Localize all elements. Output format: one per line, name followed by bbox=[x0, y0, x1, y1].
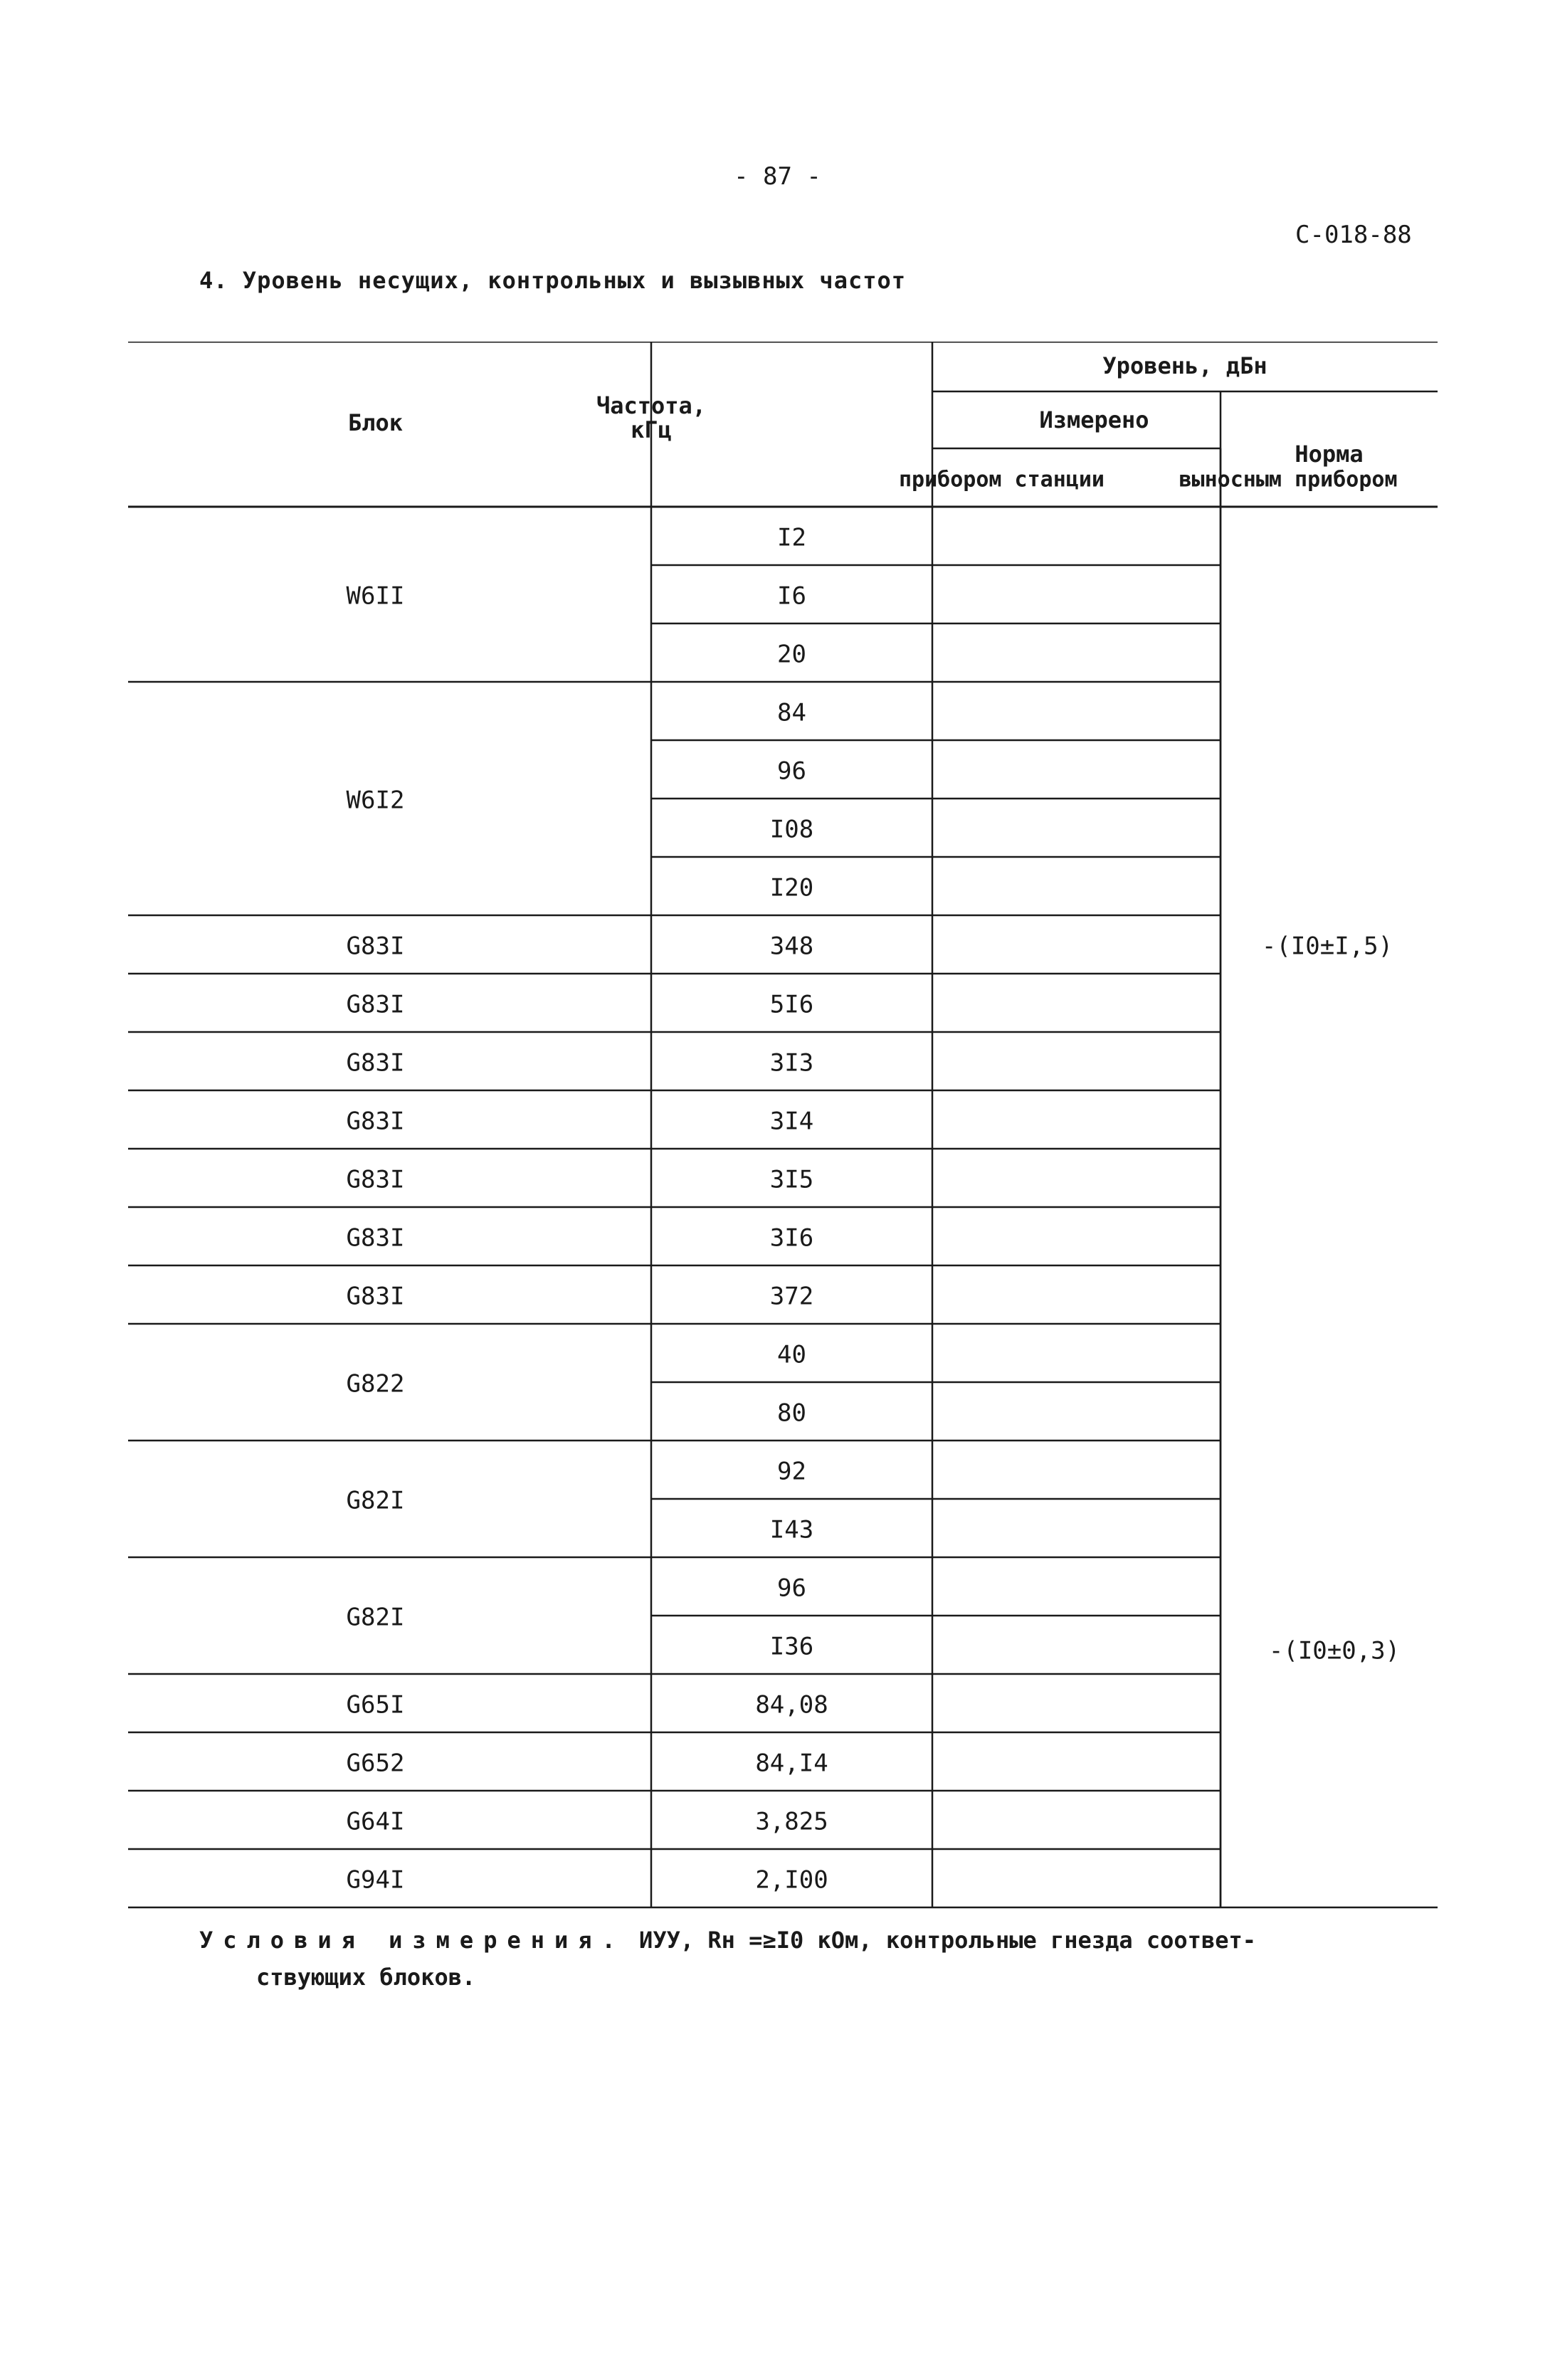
frequency-cell: 80 bbox=[777, 1399, 806, 1428]
header-frequency: Частота, bbox=[596, 392, 707, 419]
conditions-text: ИУУ, Rн =≥I0 кОм, контрольные гнезда соответ- bbox=[639, 1927, 1256, 1954]
block-name-cell: G83I bbox=[346, 990, 405, 1019]
block-name-cell: G94I bbox=[346, 1865, 405, 1895]
block-name-cell: G83I bbox=[346, 1282, 405, 1311]
frequency-cell: I43 bbox=[769, 1515, 814, 1544]
block-name-cell: W6II bbox=[346, 581, 405, 611]
block-name-cell: G822 bbox=[346, 1369, 405, 1399]
frequency-cell: 3,825 bbox=[755, 1807, 828, 1836]
frequency-cell: 84,I4 bbox=[755, 1749, 828, 1778]
frequency-cell: 348 bbox=[769, 932, 814, 961]
block-name-cell: W6I2 bbox=[346, 786, 405, 815]
frequency-cell: 372 bbox=[769, 1282, 814, 1311]
frequency-cell: 3I6 bbox=[769, 1223, 814, 1253]
frequency-cell: 92 bbox=[777, 1457, 806, 1486]
frequency-cell: 5I6 bbox=[769, 990, 814, 1019]
frequency-cell: 3I3 bbox=[769, 1048, 814, 1078]
measurement-table bbox=[128, 342, 1438, 1915]
header-remote-device: выносным прибором bbox=[1179, 467, 1398, 493]
conditions-label: Условия измерения. bbox=[199, 1927, 626, 1954]
norm-value-2: -(I0±0,3) bbox=[1268, 1636, 1401, 1665]
block-name-cell: G83I bbox=[346, 932, 405, 961]
frequency-cell: 84 bbox=[777, 698, 806, 727]
block-name-cell: G82I bbox=[346, 1486, 405, 1515]
header-station-device: прибором станции bbox=[899, 467, 1105, 493]
block-name-cell: G83I bbox=[346, 1165, 405, 1194]
frequency-cell: I36 bbox=[769, 1632, 814, 1661]
block-name-cell: G82I bbox=[346, 1603, 405, 1632]
block-name-cell: G652 bbox=[346, 1749, 405, 1778]
measurement-conditions bbox=[199, 1922, 1409, 1996]
block-name-cell: G65I bbox=[346, 1690, 405, 1720]
block-name-cell: G83I bbox=[346, 1107, 405, 1136]
frequency-cell: 2,I00 bbox=[755, 1865, 828, 1895]
frequency-cell: 40 bbox=[777, 1340, 806, 1369]
header-norm: Норма bbox=[1295, 441, 1364, 468]
frequency-cell: I20 bbox=[769, 873, 814, 902]
block-name-cell: G83I bbox=[346, 1223, 405, 1253]
page-number: - 87 - bbox=[734, 162, 821, 191]
block-name-cell: G83I bbox=[346, 1048, 405, 1078]
frequency-cell: I2 bbox=[777, 523, 806, 552]
norm-value-1: -(I0±I,5) bbox=[1261, 932, 1393, 961]
header-frequency-unit: кГц bbox=[631, 416, 672, 443]
frequency-cell: 96 bbox=[777, 1574, 806, 1603]
section-heading: 4. Уровень несущих, контрольных и вызывных частот bbox=[199, 267, 907, 294]
frequency-cell: 84,08 bbox=[755, 1690, 828, 1720]
frequency-cell: 3I4 bbox=[769, 1107, 814, 1136]
frequency-cell: 96 bbox=[777, 757, 806, 786]
frequency-cell: 3I5 bbox=[769, 1165, 814, 1194]
header-level: Уровень, дБн bbox=[1102, 352, 1267, 379]
frequency-cell: I08 bbox=[769, 815, 814, 844]
document-code: С-018-88 bbox=[1295, 221, 1412, 249]
conditions-text-2: ствующих блоков. bbox=[256, 1964, 476, 1991]
header-measured: Измерено bbox=[1039, 406, 1149, 433]
frequency-cell: 20 bbox=[777, 640, 806, 669]
block-name-cell: G64I bbox=[346, 1807, 405, 1836]
frequency-cell: I6 bbox=[777, 581, 806, 611]
header-block: Блок bbox=[347, 409, 404, 436]
